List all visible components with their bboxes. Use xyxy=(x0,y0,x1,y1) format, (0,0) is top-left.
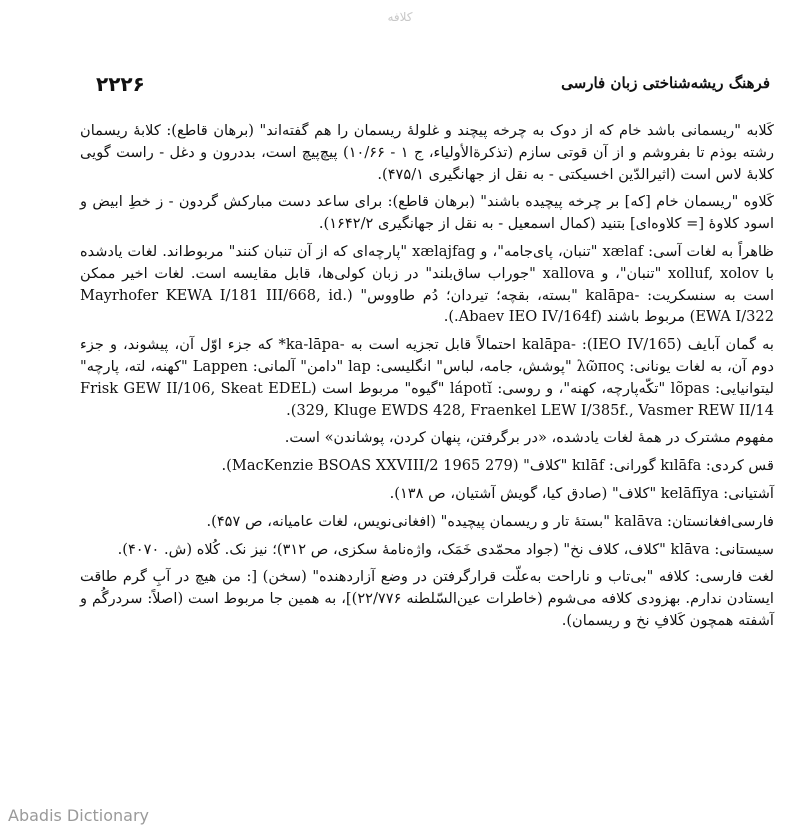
running-head: فرهنگ ریشه‌شناختی زبان فارسی xyxy=(561,74,770,92)
etymology-abaev: به گمان آبایف (IEO IV/165): -kalāpa احتمالاً قابل تجزیه است به -ka-lāpa* که جزء اوّل آن، پیشوند، و جزء دوم آن، به لغات یونانی: λῶπος "پوشش، جامه، لباس" انگلیسی: lap "دامن" آلمانی: Lappen "کهنه، لته، پارچه" لیتوانیایی: lõpas "تکّه‌پارچه، کهنه"، و روسی: lápotĭ "گیوه" مربوط است (Frisk GEW II/106, Skeat EDEL 329, Kluge EWDS 428, Fraenkel LEW I/385f., Vasmer REW II/14). xyxy=(80,336,774,419)
entry-kalabe: کَلابه "ریسمانی باشد خام که از دوک به چرخه پیچند و غلولهٔ ریسمان را هم گفته‌اند" (برهان قاطع): کلابهٔ ریسمان رشته بوذم تا بفروشم و از آن قوتی سازم (تذکرة‌الأولیاء، ج ۱ - ۱۰/۶۶) پیچ‌پیچ است، بددرون و دغل - راست گویی کلابهٔ لاس است (اثیرالدّین اخسیکتی - به نقل از جهانگیری ۴۷۵/۱). xyxy=(80,122,774,183)
common-meaning: مفهوم مشترک در همهٔ لغات یادشده، «در برگرفتن، پنهان کردن، پوشاندن» است. xyxy=(284,429,774,447)
persian-kalafe: لغت فارسی: کلافه "بی‌تاب و ناراحت به‌علّت قرارگرفتن در وضع آزاردهنده" (سخن) [: من هیچ در آبِ گرم طاقت ایستادن ندارم. بهزودی کلافه می‌شوم (خاطرات عین‌السّلطنه ۲۲/۷۷۶)]، به همین جا مربوط است (اصلاً: سردرگُم و آشفته همچون کَلافِ نخ و ریسمان). xyxy=(80,568,774,629)
page-number: ۲۲۲۶ xyxy=(96,72,145,96)
etymology-ossetic: ظاهراً به لغات آسی: xælaf "تنبان، پای‌جامه"، و xælajfag "پارچه‌ای که از آن تنبان کنند" مربوط‌اند. لغات یادشده با xolluf, xolov "تنبان"، و xallova "جوراب ساق‌بلند" در زبان کولی‌ها، قابل مقایسه است. لغات اخیر ممکن است به سنسکریت: -kalāpa "بسته، بقچه؛ تیردان؛ دُم طاووس" (Mayrhofer KEWA I/181 III/668, id. EWA I/322) مربوط باشند (Abaev IEO IV/164f.). xyxy=(80,242,775,326)
ashtiani: آشتیانی: kelāfīya "کلاف" (صادق کیا، گویش آشتیان، ص ۱۳۸). xyxy=(389,484,774,502)
bottom-watermark: Abadis Dictionary xyxy=(8,806,149,825)
top-watermark: کلافه xyxy=(387,10,413,24)
sistani: سیستانی: klāva "کلاف، کلاف نخ" (جواد محمّدی خَمَک، واژه‌نامهٔ سکزی، ص ۳۱۲)؛ نیز نک. کُلاه (ش. ۴۰۷۰). xyxy=(117,540,774,558)
entry-kalave: کَلاوه "ریسمان خام [که] بر چرخه پیچیده باشند" (برهان قاطع): برای ساعد دست مبارکش گردون - ز خطِ ابیض و اسود کلاوهٔ [= کلاوه‌ای] بتنید (کمال اسمعیل - به نقل از جهانگیری ۱۶۴۲/۲). xyxy=(80,193,774,233)
compare-kurdish: قس کردی: kılāfa گورانی: kılāf "کلاف" (MacKenzie BSOAS XXVIII/2 1965 279). xyxy=(221,457,774,475)
entry-body xyxy=(80,120,774,638)
afghan-persian: فارسی‌افغانستان: kalāva "بستهٔ تار و ریسمان پیچیده" (افغانی‌نویس، لغات عامیانه، ص ۴۵۷). xyxy=(206,512,774,530)
